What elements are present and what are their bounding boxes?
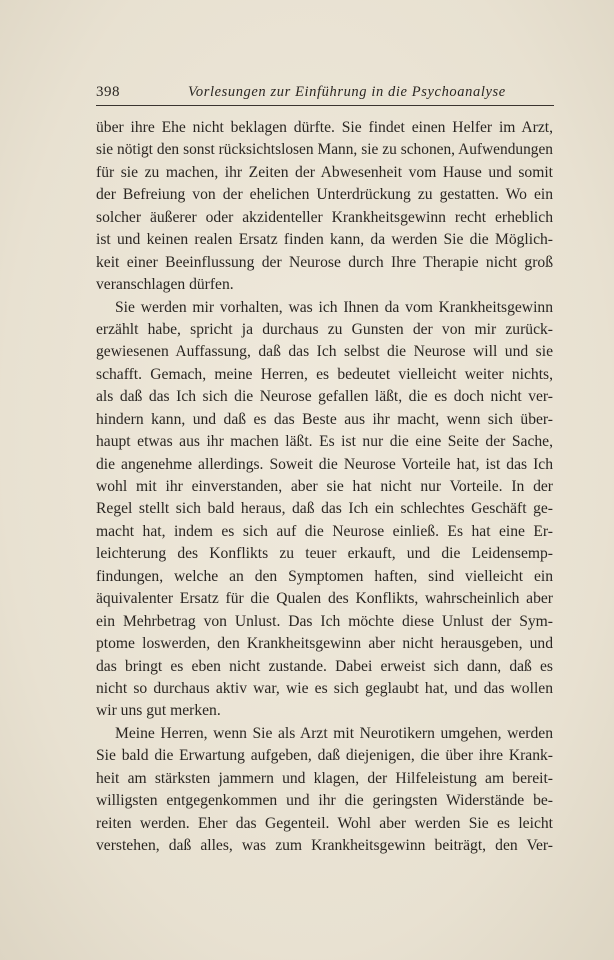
text-line: für sie zu machen, ihr Zeiten der Abwesenheit vom Hause und somit xyxy=(96,163,553,181)
page-number: 398 xyxy=(96,84,120,100)
text-line: der Befreiung von der ehelichen Unterdrückung zu gestatten. Wo ein xyxy=(96,186,553,204)
text-line: hindern kann, und daß es das Beste aus ihr macht, wenn sich über- xyxy=(96,410,553,428)
text-line: solcher äußerer oder akzidenteller Krankheitsgewinn recht erheblich xyxy=(96,208,553,226)
text-line: schafft. Gemach, meine Herren, es bedeutet vielleicht weiter nichts, xyxy=(96,365,553,383)
text-line: keit einer Beeinflussung der Neurose durch Ihre Therapie nicht groß xyxy=(96,253,553,271)
text-line: gewiesenen Auffassung, daß das Ich selbst die Neurose will und sie xyxy=(96,343,553,361)
page-header xyxy=(96,84,554,104)
text-line: Sie werden mir vorhalten, was ich Ihnen da vom Krankheitsgewinn xyxy=(115,298,553,316)
header-rule xyxy=(96,105,554,106)
text-line: die angenehme allerdings. Soweit die Neurose Vorteile hat, ist das Ich xyxy=(96,455,553,473)
text-line: heit am stärksten jammern und klagen, der Hilfeleistung am bereit- xyxy=(96,769,553,787)
text-line: erzählt habe, spricht ja durchaus zu Gunsten der von mir zurück- xyxy=(96,320,553,338)
text-line: wir uns gut merken. xyxy=(96,702,221,720)
text-line: willigsten entgegenkommen und ihr die geringsten Widerstände be- xyxy=(96,792,553,810)
running-title: Vorlesungen zur Einführung in die Psychoanalyse xyxy=(188,84,506,100)
text-line: das bringt es eben nicht zustande. Dabei erweist sich dann, daß es xyxy=(96,657,553,675)
text-line: als daß das Ich sich die Neurose gefallen läßt, die es doch nicht ver- xyxy=(96,388,553,406)
text-line: ptome loswerden, den Krankheitsgewinn aber nicht herausgeben, und xyxy=(96,635,553,653)
text-line: veranschlagen dürfen. xyxy=(96,276,234,294)
text-line: leichterung des Konflikts zu teuer erkauft, und die Leidensemp- xyxy=(96,545,553,563)
text-line: nicht so durchaus aktiv war, wie es sich geglaubt hat, und das wollen xyxy=(96,679,553,697)
body-text xyxy=(96,117,553,857)
text-line: Sie bald die Erwartung aufgeben, daß diejenigen, die über ihre Krank- xyxy=(96,747,553,765)
text-line: sie nötigt den sonst rücksichtslosen Mann, sie zu schonen, Aufwendungen xyxy=(96,141,553,159)
text-line: Regel stellt sich bald heraus, daß das Ich ein schlechtes Geschäft ge- xyxy=(96,500,553,518)
text-line: ein Mehrbetrag von Unlust. Das Ich möchte diese Unlust der Sym- xyxy=(96,612,553,630)
text-line: verstehen, daß alles, was zum Krankheitsgewinn beiträgt, den Ver- xyxy=(96,837,553,854)
text-line: haupt etwas aus ihr machen läßt. Es ist nur die eine Seite der Sache, xyxy=(96,433,553,451)
text-line: ist und keinen realen Ersatz finden kann, da werden Sie die Möglich- xyxy=(96,231,553,249)
text-line: Meine Herren, wenn Sie als Arzt mit Neurotikern umgehen, werden xyxy=(115,724,553,742)
text-line: wohl mit ihr einverstanden, aber sie hat nicht nur Vorteile. In der xyxy=(96,478,553,495)
text-line: äquivalenter Ersatz für die Qualen des Konflikts, wahrscheinlich aber xyxy=(96,590,553,608)
text-line: reiten werden. Eher das Gegenteil. Wohl aber werden Sie es leicht xyxy=(96,814,553,832)
text-line: macht hat, indem es sich auf die Neurose einließ. Es hat eine Er- xyxy=(96,522,553,540)
text-line: findungen, welche an den Symptomen haften, sind vielleicht ein xyxy=(96,567,553,585)
text-line: über ihre Ehe nicht beklagen dürfte. Sie findet einen Helfer im Arzt, xyxy=(96,119,553,136)
